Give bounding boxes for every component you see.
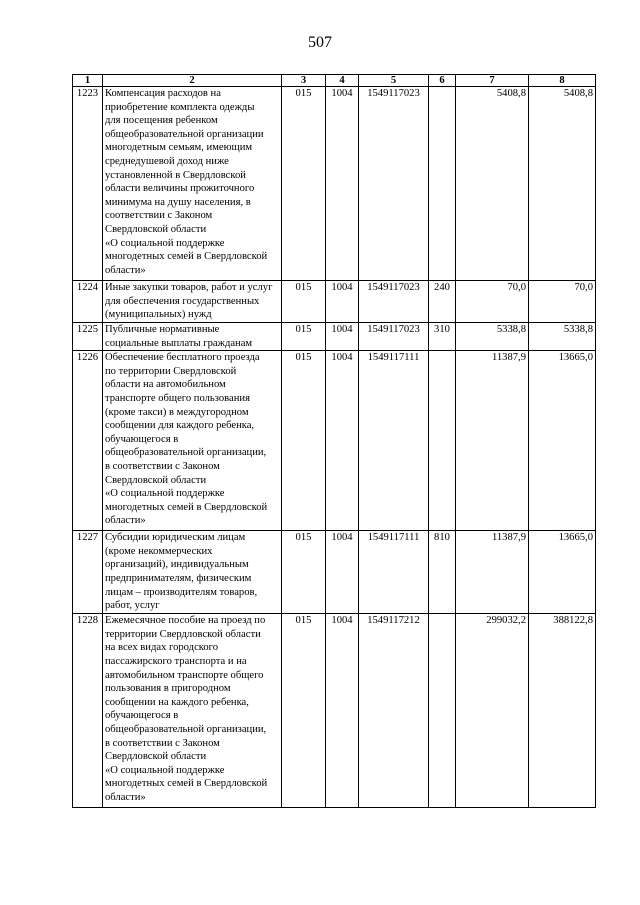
expense-type-code (429, 614, 456, 808)
section-code: 1004 (326, 614, 359, 808)
row-number: 1225 (73, 323, 103, 351)
col-header-2: 2 (103, 75, 282, 87)
row-description: Компенсация расходов на приобретение комплекта одежды для посещения ребенком общеобразовательной организации многодетным семьям, имеющим среднедушевой доход ниже установленной в Свердловской области величины прожиточного минимума на душу населения, в соответствии с Законом Свердловской области «О социальной поддержке многодетных семей в Свердловской области» (103, 87, 282, 281)
table-row (73, 614, 596, 808)
col-header-7: 7 (456, 75, 529, 87)
budget-table (72, 74, 596, 808)
amount-year-2: 5338,8 (529, 323, 596, 351)
row-description: Обеспечение бесплатного проезда по территории Свердловской области на автомобильном транспорте общего пользования (кроме такси) в междугородном сообщении для каждого ребенка, обучающегося в общеобразовательной организации, в соответствии с Законом Свердловской области «О социальной поддержке многодетных семей в Свердловской области» (103, 351, 282, 531)
section-code: 1004 (326, 351, 359, 531)
amount-year-2: 388122,8 (529, 614, 596, 808)
row-number: 1223 (73, 87, 103, 281)
target-code: 1549117023 (359, 323, 429, 351)
table-row (73, 281, 596, 323)
section-code: 1004 (326, 323, 359, 351)
amount-year-1: 299032,2 (456, 614, 529, 808)
col-header-3: 3 (282, 75, 326, 87)
col-header-8: 8 (529, 75, 596, 87)
admin-code: 015 (282, 614, 326, 808)
section-code: 1004 (326, 281, 359, 323)
amount-year-2: 5408,8 (529, 87, 596, 281)
amount-year-1: 70,0 (456, 281, 529, 323)
row-description: Публичные нормативные социальные выплаты гражданам (103, 323, 282, 351)
expense-type-code (429, 87, 456, 281)
section-code: 1004 (326, 531, 359, 614)
amount-year-2: 70,0 (529, 281, 596, 323)
expense-type-code (429, 351, 456, 531)
table-row (73, 323, 596, 351)
amount-year-1: 11387,9 (456, 531, 529, 614)
admin-code: 015 (282, 87, 326, 281)
target-code: 1549117023 (359, 281, 429, 323)
row-number: 1226 (73, 351, 103, 531)
expense-type-code: 810 (429, 531, 456, 614)
target-code: 1549117111 (359, 531, 429, 614)
admin-code: 015 (282, 281, 326, 323)
table-row (73, 351, 596, 531)
expense-type-code: 310 (429, 323, 456, 351)
amount-year-2: 13665,0 (529, 351, 596, 531)
col-header-4: 4 (326, 75, 359, 87)
row-description: Субсидии юридическим лицам (кроме некоммерческих организаций), индивидуальным предпринимателям, физическим лицам – производителям товаров, работ, услуг (103, 531, 282, 614)
row-description: Иные закупки товаров, работ и услуг для обеспечения государственных (муниципальных) нужд (103, 281, 282, 323)
row-number: 1224 (73, 281, 103, 323)
row-description: Ежемесячное пособие на проезд по территории Свердловской области на всех видах городского пассажирского транспорта и на автомобильном транспорте общего пользования в пригородном сообщении на каждого ребенка, обучающегося в общеобразовательной организации, в соответствии с Законом Свердловской области «О социальной поддержке многодетных семей в Свердловской области» (103, 614, 282, 808)
target-code: 1549117212 (359, 614, 429, 808)
admin-code: 015 (282, 351, 326, 531)
col-header-1: 1 (73, 75, 103, 87)
header-row (73, 75, 596, 87)
col-header-5: 5 (359, 75, 429, 87)
admin-code: 015 (282, 323, 326, 351)
admin-code: 015 (282, 531, 326, 614)
section-code: 1004 (326, 87, 359, 281)
table-row (73, 531, 596, 614)
amount-year-1: 5408,8 (456, 87, 529, 281)
row-number: 1227 (73, 531, 103, 614)
amount-year-1: 11387,9 (456, 351, 529, 531)
col-header-6: 6 (429, 75, 456, 87)
amount-year-1: 5338,8 (456, 323, 529, 351)
page-number: 507 (308, 34, 332, 51)
amount-year-2: 13665,0 (529, 531, 596, 614)
target-code: 1549117023 (359, 87, 429, 281)
target-code: 1549117111 (359, 351, 429, 531)
row-number: 1228 (73, 614, 103, 808)
expense-type-code: 240 (429, 281, 456, 323)
table-row (73, 87, 596, 281)
